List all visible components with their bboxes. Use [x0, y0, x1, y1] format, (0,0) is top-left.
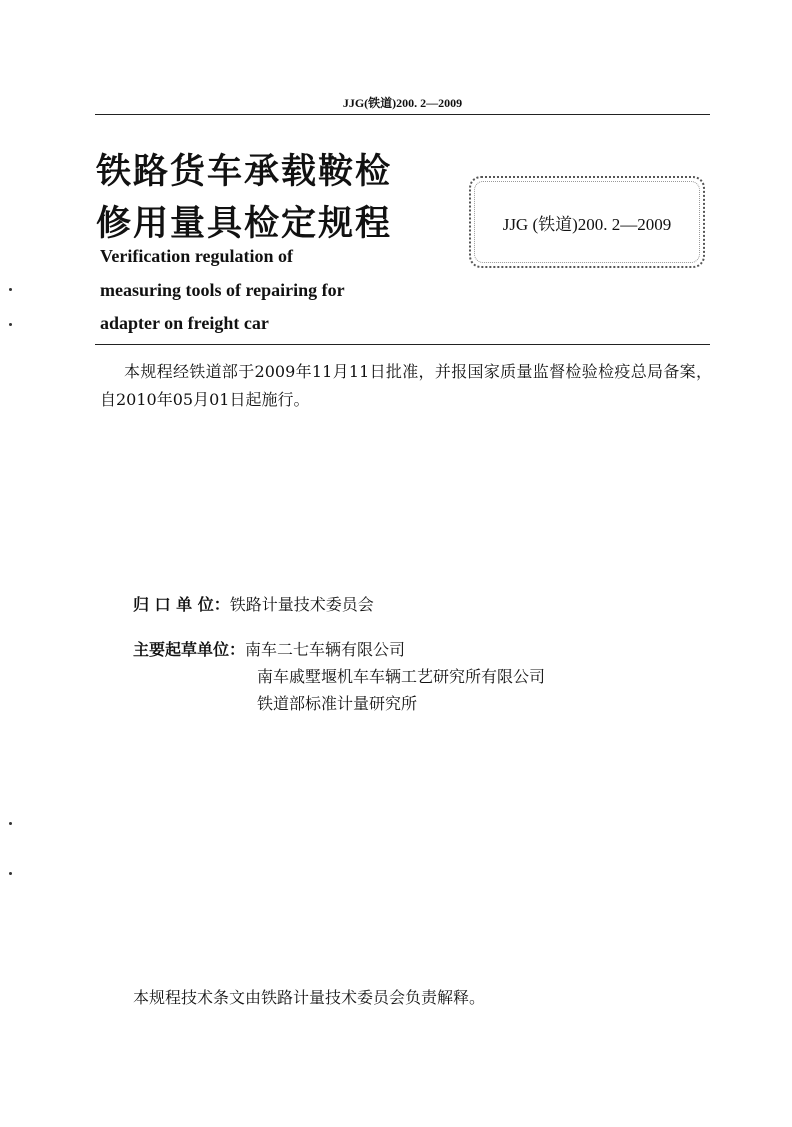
drafting-unit-2: 南车戚墅堰机车车辆工艺研究所有限公司: [257, 667, 546, 686]
scan-speck: [9, 872, 12, 875]
title-en-line1: Verification regulation of: [100, 246, 293, 266]
running-head: JJG(铁道)200. 2—2009: [342, 96, 463, 110]
responsible-unit-value: 铁路计量技术委员会: [229, 595, 374, 614]
drafting-units-label: 主要起草单位：: [133, 640, 246, 659]
drafting-unit-3: 铁道部标准计量研究所: [257, 694, 418, 713]
scan-speck: [9, 288, 12, 291]
title-en-line2: measuring tools of repairing for: [100, 280, 345, 300]
title-cn-line2: 修用量具检定规程: [96, 204, 393, 244]
code-box-inner-border: [474, 181, 700, 263]
standard-code: JJG (铁道)200. 2—2009: [502, 214, 672, 234]
approval-paragraph: 本规程经铁道部于2009年11月11日批准，并报国家质量监督检验检疫总局备案，自2010年05月01日起施行。: [100, 362, 712, 409]
responsible-unit-label: 归 口 单 位：: [133, 595, 230, 614]
scan-speck: [9, 323, 12, 326]
footer-note: 本规程技术条文由铁路计量技术委员会负责解释。: [133, 988, 486, 1007]
scan-speck: [9, 822, 12, 825]
title-cn-line1: 铁路货车承载鞍检: [96, 152, 393, 192]
title-en-line3: adapter on freight car: [100, 313, 269, 333]
top-rule: [95, 114, 710, 115]
drafting-unit-1: 南车二七车辆有限公司: [245, 640, 406, 659]
responsible-unit-row: [133, 592, 374, 615]
drafting-units-row: [133, 637, 405, 660]
standard-code-box: [469, 176, 705, 268]
title-bottom-rule: [95, 344, 710, 345]
